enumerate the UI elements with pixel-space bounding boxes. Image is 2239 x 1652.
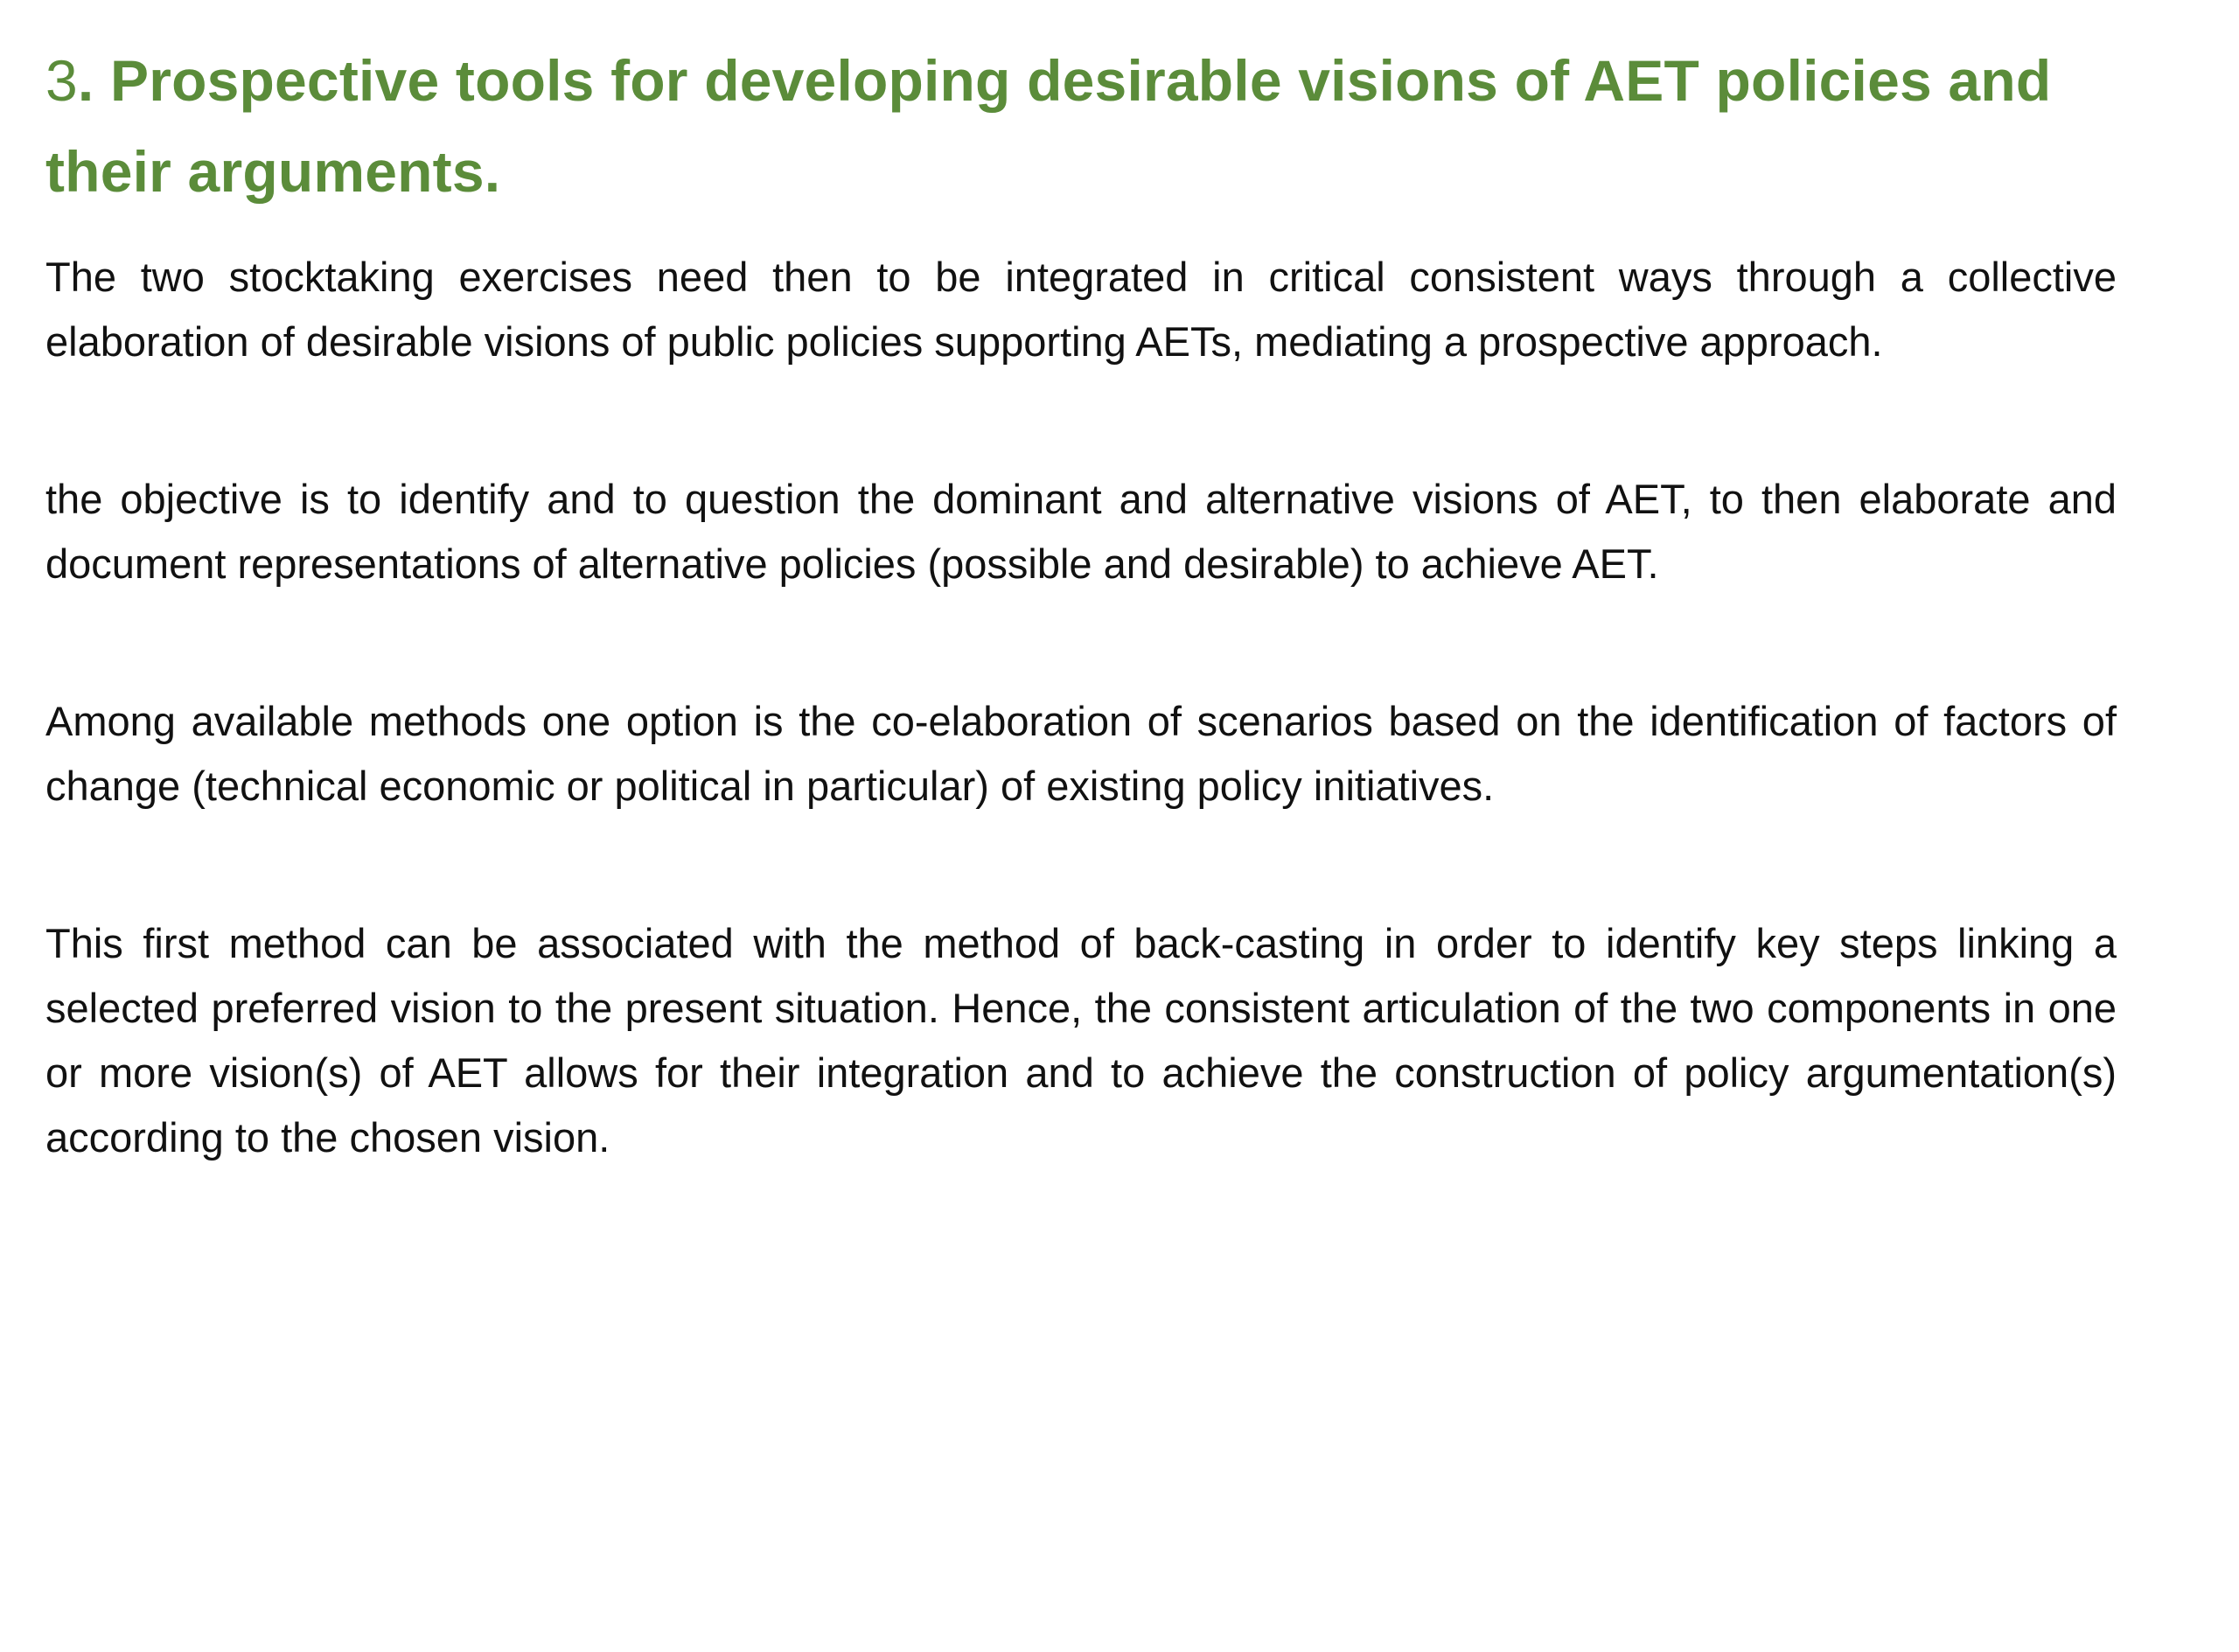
section-number: 3 xyxy=(45,48,78,113)
section-title-text: . Prospective tools for developing desirable visions of AET policies and their arguments. xyxy=(45,48,2052,204)
document-content xyxy=(45,35,2117,1170)
paragraph-methods: Among available methods one option is the co-elaboration of scenarios based on the identification of factors of change (technical economic or political in particular) of existing policy initiatives. xyxy=(45,698,2117,809)
paragraph-stocktaking: The two stocktaking exercises need then to be integrated in critical consistent ways through a collective elaboration of desirable visions of public policies supporting AETs, mediating a prospective approach. xyxy=(45,254,2117,365)
section-title xyxy=(45,35,2117,217)
paragraph-objective: the objective is to identify and to question the dominant and alternative visions of AET, to then elaborate and document representations of alternative policies (possible and desirable) to achieve AET. xyxy=(45,476,2117,587)
paragraph-back-casting: This first method can be associated with the method of back-casting in order to identify key steps linking a selected preferred vision to the present situation. Hence, the consistent articulation of the two components in one or more vision(s) of AET allows for their integration and to achieve the construction of policy argumentation(s) according to the chosen vision. xyxy=(45,920,2117,1161)
